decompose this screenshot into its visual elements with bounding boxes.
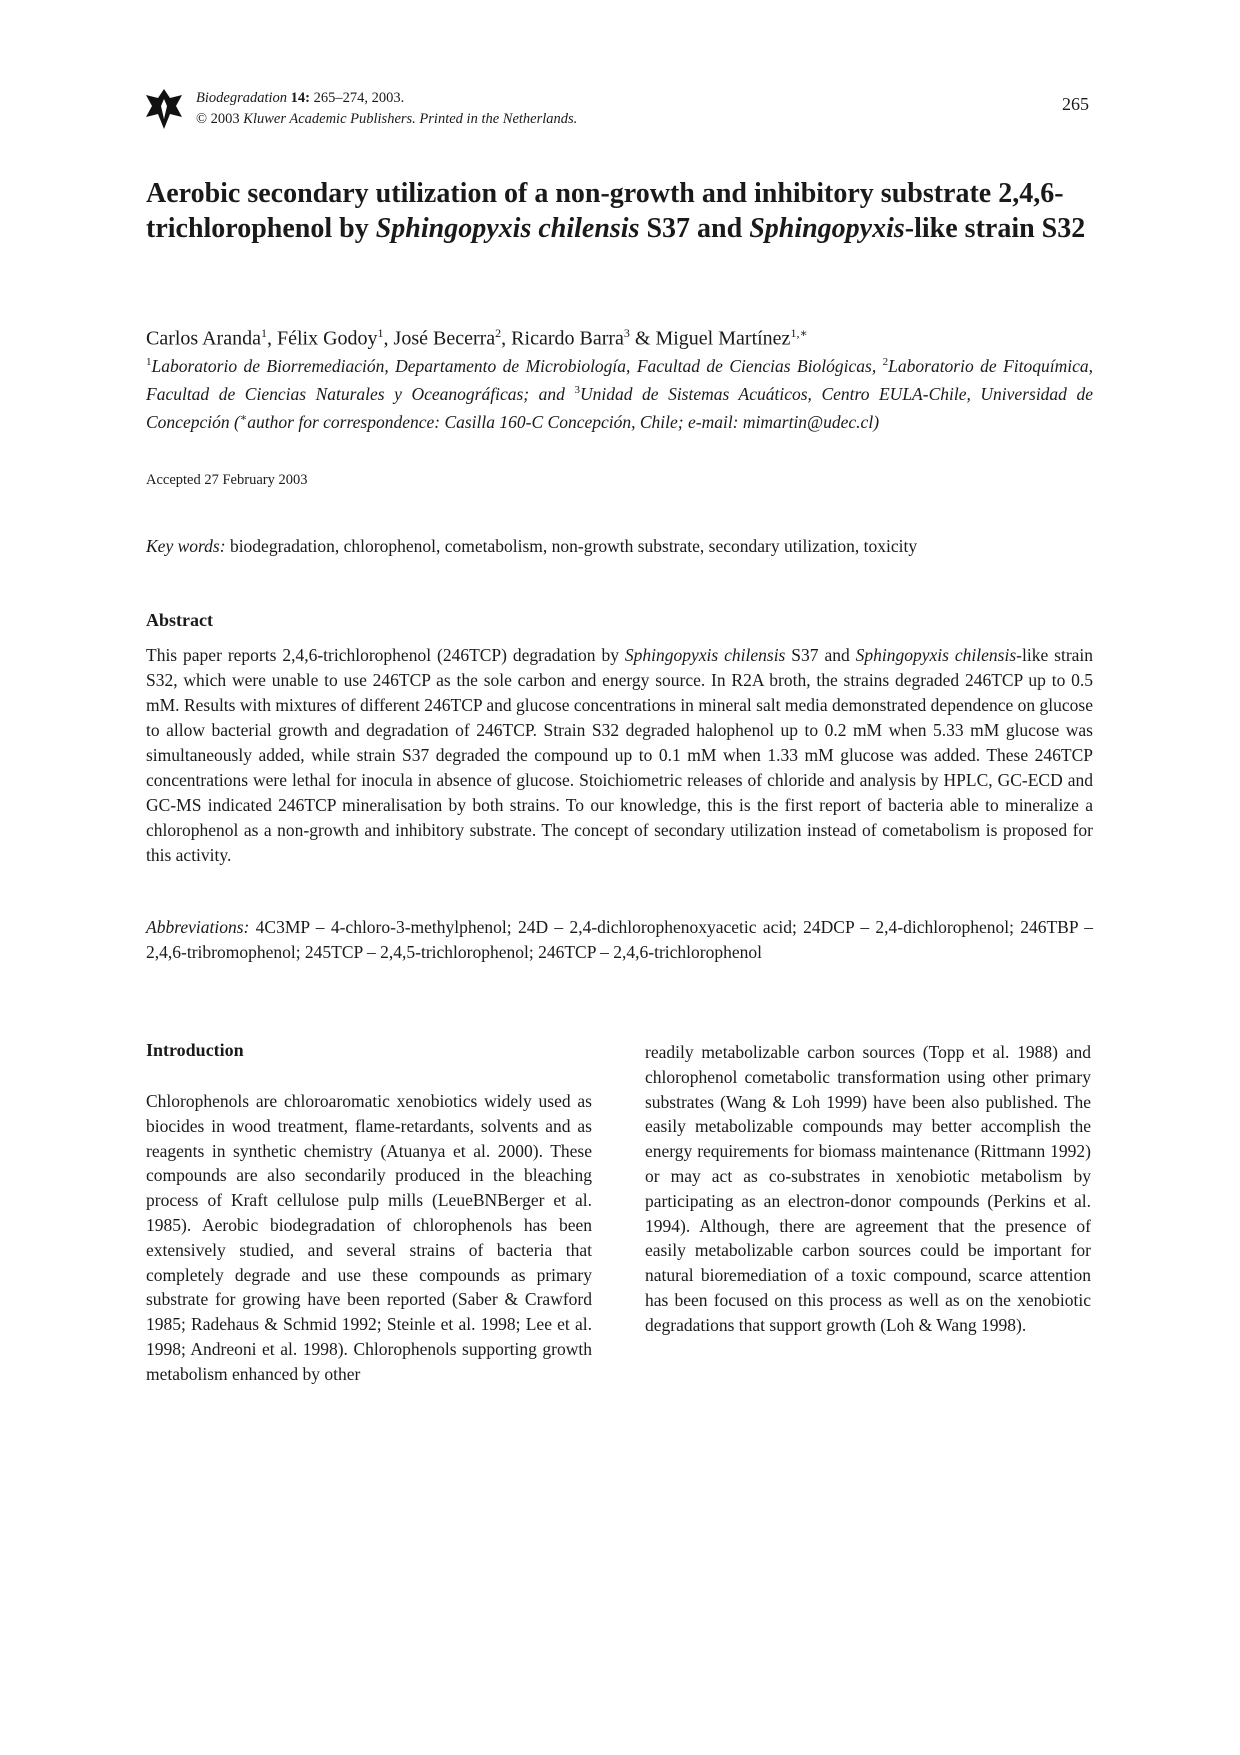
paper-title: [146, 176, 1106, 246]
affiliations: [146, 350, 1093, 433]
abbreviations: [146, 915, 1093, 965]
journal-name: Biodegradation: [196, 90, 288, 106]
abstract-heading: Abstract: [146, 610, 213, 630]
introduction-heading: Introduction: [146, 1040, 244, 1060]
copyright-year: 2003: [210, 111, 240, 127]
author-separator: ,: [266, 327, 277, 350]
publisher-logo-icon: [146, 89, 182, 129]
printed-note: Printed in the Netherlands.: [419, 111, 578, 127]
affiliation-3: Unidad de Sistemas Acuáticos, Centro EULA-Chile, Universidad de Concepción (: [146, 383, 1093, 432]
author-sup: 2: [495, 326, 502, 340]
page-number: 265: [1062, 94, 1089, 114]
author-separator: ,: [383, 327, 394, 350]
abstract-italic: Sphingopyxis chilensis: [855, 645, 1017, 665]
author-separator: ,: [501, 327, 512, 350]
abstract-italic: Sphingopyxis chilensis: [624, 645, 786, 665]
author-sup: 1: [260, 326, 267, 340]
author-list: [146, 319, 808, 353]
abstract-segment: This paper reports 2,4,6-trichlorophenol (246TCP) degradation by: [146, 645, 625, 665]
author-separator: &: [629, 327, 656, 350]
affiliation-2: Laboratorio de Fitoquímica, Facultad de Ciencias Naturales y Oceanográficas; and: [146, 355, 1093, 404]
keywords: [146, 536, 1106, 557]
abbreviations-text: 4C3MP – 4-chloro-3-methylphenol; 24D – 2,4-dichlorophenoxyacetic acid; 24DCP – 2,4-dichlorophenol; 246TBP – 2,4,6-tribromophenol; 245TCP – 2,4,5-trichlorophenol; 246TCP – 2,4,6-trichlorophenol: [146, 917, 1093, 962]
author: Carlos Aranda: [146, 327, 261, 350]
introduction-column-1: Chlorophenols are chloroaromatic xenobiotics widely used as biocides in wood treatment, flame-retardants, solvents and as reagents in synthetic chemistry (Atuanya et al. 2000). These compounds are also secondarily produced in the bleaching process of Kraft cellulose pulp mills (LeueBNBerger et al. 1985). Aerobic biodegradation of chlorophenols has been extensively studied, and several strains of bacteria that completely degrade and use these compounds as primary substrate for growing have been reported (Saber & Crawford 1985; Radehaus & Schmid 1992; Steinle et al. 1998; Lee et al. 1998; Andreoni et al. 1998). Chlorophenols supporting growth metabolism enhanced by other: [146, 1091, 592, 1384]
journal-pages: 265–274, 2003.: [313, 90, 405, 106]
abbreviations-label: Abbreviations:: [146, 917, 250, 937]
affiliation-sup: 3: [574, 383, 580, 396]
publisher-name: Kluwer Academic Publishers.: [243, 111, 416, 127]
copyright-symbol: ©: [196, 111, 208, 127]
abstract-text: [146, 643, 1093, 868]
author: Félix Godoy: [276, 327, 378, 350]
author-sup: 1,∗: [790, 326, 808, 340]
title-italic-2: Sphingopyxis: [749, 213, 905, 244]
author: José Becerra: [393, 327, 496, 350]
correspondence-star: ∗: [239, 411, 248, 424]
introduction-column-2: readily metabolizable carbon sources (Topp et al. 1988) and chlorophenol cometabolic transformation using other primary substrates (Wang & Loh 1999) have been also published. The easily metabolizable compounds may better accomplish the energy requirements for biomass maintenance (Rittmann 1992) or may act as co-substrates in xenobiotic metabolism by participating as an electron-donor compounds (Perkins et al. 1994). Although, there are agreement that the presence of easily metabolizable carbon sources could be important for natural bioremediation of a toxic compound, scarce attention has been focused on this process as well as on the xenobiotic degradations that support growth (Loh & Wang 1998).: [645, 1042, 1091, 1335]
author: Miguel Martínez: [655, 327, 791, 350]
accepted-date: Accepted 27 February 2003: [146, 472, 308, 488]
journal-volume: 14:: [290, 90, 310, 106]
keywords-text: biodegradation, chlorophenol, cometabolism, non-growth substrate, secondary utilization, toxicity: [225, 536, 918, 556]
affiliation-1: Laboratorio de Biorremediación, Departamento de Microbiología, Facultad de Ciencias Biológicas,: [151, 355, 883, 376]
affiliation-sup: 1: [146, 356, 152, 368]
author: Ricardo Barra: [511, 327, 624, 350]
author-sup: 1: [377, 326, 384, 340]
title-part-2: S37 and: [639, 213, 750, 244]
affiliation-sup: 2: [882, 356, 889, 368]
correspondence-note: author for correspondence: Casilla 160-C Concepción, Chile; e-mail: mimartin@udec.cl): [247, 411, 880, 432]
abstract-segment: S37 and: [785, 645, 856, 665]
title-part-3: -like strain S32: [904, 213, 1086, 244]
author-sup: 3: [623, 326, 630, 340]
journal-citation: [196, 88, 577, 130]
keywords-label: Key words:: [146, 536, 226, 556]
abstract-segment: -like strain S32, which were unable to use 246TCP as the sole carbon and energy source. In R2A broth, the strains degraded 246TCP up to 0.5 mM. Results with mixtures of different 246TCP and glucose concentrations in mineral salt media demonstrated dependence on glucose to allow bacterial growth and degradation of 246TCP. Strain S32 degraded halophenol up to 0.2 mM when 5.33 mM glucose was simultaneously added, while strain S37 degraded the compound up to 0.1 mM when 1.33 mM glucose was added. These 246TCP concentrations were lethal for inocula in absence of glucose. Stoichiometric releases of chloride and analysis by HPLC, GC-ECD and GC-MS indicated 246TCP mineralisation by both strains. To our knowledge, this is the first report of bacteria able to mineralize a chlorophenol as a non-growth and inhibitory substrate. The concept of secondary utilization instead of cometabolism is proposed for this activity.: [146, 645, 1094, 865]
title-part-1: Aerobic secondary utilization of a non-growth and inhibitory substrate 2,4,6-trichlorophenol by: [146, 178, 1064, 244]
title-italic-1: Sphingopyxis chilensis: [375, 213, 640, 244]
